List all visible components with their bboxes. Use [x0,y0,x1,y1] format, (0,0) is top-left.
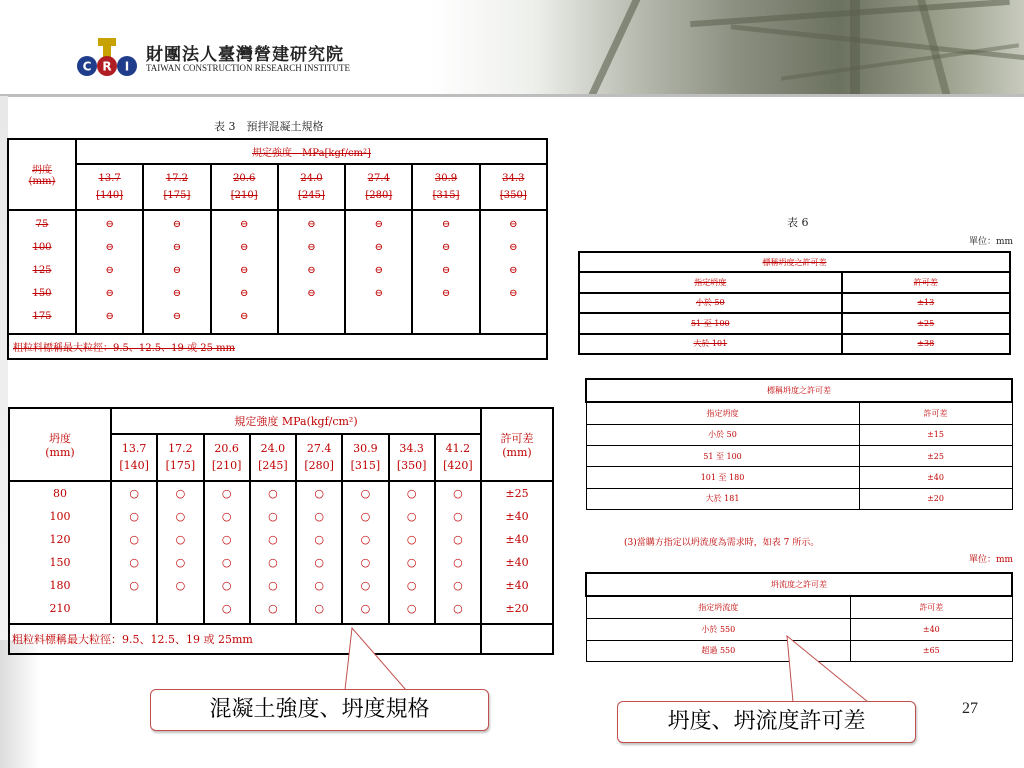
t2-mark: ○ [221,578,232,592]
header-divider [0,94,1024,97]
t2-mark: ○ [129,555,139,569]
t1-mark: ⊖ [374,287,383,299]
t1-mark [346,305,411,328]
t1-mark-col [143,210,210,335]
t1-mark: ⊖ [172,218,182,230]
t2-mark: ○ [314,555,324,569]
t2-mark: ○ [175,555,186,569]
t2-mark: ○ [360,555,371,569]
t2-mark: ○ [314,601,324,615]
logo-letter-c: C [82,59,92,74]
t1-mark: ⊖ [240,264,249,276]
t1-mark: ⊖ [105,264,114,276]
t1-mark: ⊖ [509,287,518,299]
t2-strength-col: 13.7 [140] [111,434,157,480]
t1-mark: ⊖ [240,218,249,230]
t6-cell: ±13 [842,293,1010,313]
t2-mark: ○ [406,578,417,592]
t1-strength-header: 規定強度 MPa[kgf/cm²] [76,139,547,164]
t2-mark: ○ [453,509,463,523]
t1-mark: ⊖ [509,218,518,230]
t2-footer: 粗粒料標稱最大粒徑：9.5、12.5、19 或 25mm [9,624,481,654]
t1-mark: ⊖ [307,287,316,299]
tf-cell: 小於 550 [586,619,851,640]
t1-mark-col [345,210,412,335]
page-number: 27 [962,700,978,717]
t1-mark: ⊖ [240,310,249,322]
t2-strength-col: 34.3 [350] [389,434,435,480]
t1-mark: ⊖ [441,287,451,299]
t2-slump-header: 坍度 (mm) [9,408,111,481]
slump-tolerance-table [585,378,1013,510]
t2-mark: ○ [314,578,324,592]
t1-slump-list [8,210,76,335]
t2-slump-value: 150 [49,555,71,569]
t2-mark: ○ [406,509,417,523]
t2-strength-header: 規定強度 MPa(kgf/cm²) [111,408,481,434]
t6-cell: ±25 [842,313,1010,333]
t1-mark: ⊖ [172,310,182,322]
t2-mark-col [204,481,250,624]
ts-cell: ±20 [859,488,1012,509]
t2-mark: ○ [314,509,324,523]
t2-strength-col: 17.2 [175] [157,434,203,480]
t2-slump-value: 120 [49,532,71,546]
t6-col-header: 許可差 [842,272,1010,292]
tf-cell: ±65 [851,640,1012,661]
t2-mark: ○ [268,486,278,500]
note-text: (3)當購方指定以坍流度為需求時，如表 7 所示。 [624,538,820,548]
t2-mark: ○ [175,486,186,500]
t1-mark: ⊖ [105,218,114,230]
t6-cell: 小於 50 [579,293,842,313]
t2-strength-col: 27.4 [280] [296,434,342,480]
t2-mark [158,597,202,620]
t2-mark: ○ [175,509,186,523]
t2-tolerance-value: ±40 [505,509,529,523]
t2-slump-value: 180 [49,578,71,592]
t1-mark: ⊖ [374,218,383,230]
t2-mark: ○ [406,555,417,569]
t1-slump-header: 坍度 (mm) [8,139,76,210]
t2-slump-value: 210 [49,601,71,615]
t2-mark: ○ [221,532,232,546]
ts-cell: 51 至 100 [586,446,859,467]
t2-mark: ○ [406,601,417,615]
t2-mark: ○ [453,601,463,615]
t2-mark: ○ [221,555,232,569]
t1-mark: ⊖ [105,287,114,299]
t1-mark: ⊖ [172,287,182,299]
flow-tolerance-table [585,572,1013,662]
t2-mark: ○ [221,601,232,615]
t2-mark: ○ [221,509,232,523]
t2-mark-col [389,481,435,624]
table-new-spec [8,407,554,655]
t2-slump-value: 100 [49,509,71,523]
table3-old-spec [7,138,548,360]
t2-tolerance-list [481,481,553,624]
t2-mark-col [157,481,203,624]
org-name-cn: 財團法人臺灣營建研究院 [146,45,344,65]
t2-mark: ○ [453,486,463,500]
tf-cell: 超過 550 [586,640,851,661]
left-callout: 混凝土強度、坍度規格 [150,689,489,731]
t2-mark: ○ [175,532,186,546]
t2-mark-col [342,481,388,624]
t1-footer: 粗粒料標稱最大粒徑：9.5、12.5、19 或 25 mm [8,334,547,359]
t6-cell: ±38 [842,334,1010,354]
t1-strength-col: 13.7 [140] [76,164,143,210]
t1-strength-col: 24.0 [245] [278,164,345,210]
t2-tolerance-value: ±40 [505,532,529,546]
t1-mark-col [76,210,143,335]
t6-cell: 51 至 100 [579,313,842,333]
t2-mark: ○ [360,509,371,523]
t2-strength-col: 24.0 [245] [250,434,296,480]
t1-mark [413,305,478,328]
t2-tolerance-header: 許可差 (mm) [481,408,553,481]
ts-cell: 101 至 180 [586,467,859,488]
t1-mark: ⊖ [374,264,383,276]
t2-mark: ○ [453,532,463,546]
t2-mark: ○ [360,532,371,546]
table6-old-tolerance [578,251,1011,355]
t2-mark: ○ [268,578,278,592]
t1-slump-value: 75 [35,218,49,230]
table6-unit: 單位：mm [969,237,1014,247]
tf-title: 坍流度之許可差 [586,573,1012,596]
t1-strength-col: 34.3 [350] [480,164,547,210]
t1-strength-col: 27.4 [280] [345,164,412,210]
t2-mark: ○ [221,486,232,500]
org-name-en: TAIWAN CONSTRUCTION RESEARCH INSTITUTE [146,63,351,73]
t2-tolerance-value: ±25 [505,486,529,500]
t2-mark: ○ [129,486,139,500]
t2-strength-col: 41.2 [420] [435,434,481,480]
t2-mark: ○ [268,601,278,615]
t1-mark-col [480,210,547,335]
t2-mark: ○ [129,532,139,546]
t1-mark: ⊖ [105,241,114,253]
t1-slump-value: 175 [32,310,52,322]
t2-strength-col: 20.6 [210] [204,434,250,480]
t1-mark: ⊖ [105,310,114,322]
ts-cell: ±15 [859,424,1012,445]
t2-mark-col [435,481,481,624]
t2-mark: ○ [406,486,417,500]
t1-slump-value: 125 [32,264,52,276]
t1-mark: ⊖ [307,218,316,230]
t2-mark: ○ [268,532,278,546]
left-decoration-bottom [0,640,40,768]
logo-letter-i: I [124,59,130,74]
ts-col-header: 指定坍度 [586,402,859,424]
t2-mark: ○ [268,509,278,523]
t2-tolerance-value: ±20 [505,601,529,615]
ts-cell: ±25 [859,446,1012,467]
right-callout: 坍度、坍流度許可差 [617,701,916,743]
t2-mark: ○ [406,532,417,546]
cri-logo-icon [76,36,138,80]
t2-mark: ○ [129,578,139,592]
table3-caption: 表 3 預拌混凝土規格 [214,120,324,133]
t2-mark: ○ [175,578,186,592]
t2-mark: ○ [268,555,278,569]
t2-mark: ○ [453,578,463,592]
t1-mark: ⊖ [441,241,451,253]
tf-col-header: 指定坍流度 [586,596,851,618]
ts-cell: 大於 181 [586,488,859,509]
unit-label: 單位：mm [969,555,1014,565]
t1-strength-col: 30.9 [315] [412,164,479,210]
t2-mark: ○ [360,601,371,615]
t1-strength-col: 17.2 [175] [143,164,210,210]
t1-mark: ⊖ [240,241,249,253]
t2-slump-list [9,481,111,624]
t2-tolerance-value: ±40 [505,578,529,592]
t1-mark: ⊖ [172,264,182,276]
t1-mark: ⊖ [307,264,316,276]
ts-cell: 小於 50 [586,424,859,445]
t1-strength-col: 20.6 [210] [211,164,278,210]
t1-slump-value: 100 [32,241,52,253]
t2-mark: ○ [314,486,324,500]
t1-mark [279,305,344,328]
construction-photo [430,0,1024,96]
t1-mark [481,305,546,328]
t2-mark: ○ [453,555,463,569]
t1-mark-col [278,210,345,335]
t2-mark-col [296,481,342,624]
t2-mark: ○ [129,509,139,523]
t1-mark-col [211,210,278,335]
t1-mark: ⊖ [374,241,383,253]
ts-title: 標稱坍度之許可差 [586,379,1012,402]
t2-mark [112,597,156,620]
logo-letter-r: R [102,59,112,74]
t1-mark: ⊖ [307,241,316,253]
t2-mark: ○ [360,486,371,500]
ts-col-header: 許可差 [859,402,1012,424]
t6-col-header: 指定坍度 [579,272,842,292]
tf-cell: ±40 [851,619,1012,640]
t1-mark: ⊖ [441,218,451,230]
t2-mark-col [111,481,157,624]
t6-cell: 大於 101 [579,334,842,354]
t1-slump-value: 150 [32,287,52,299]
t2-strength-col: 30.9 [315] [342,434,388,480]
t1-mark: ⊖ [172,241,182,253]
t1-mark: ⊖ [509,264,518,276]
t1-mark: ⊖ [441,264,451,276]
t1-mark: ⊖ [509,241,518,253]
t2-mark: ○ [314,532,324,546]
t2-mark-col [250,481,296,624]
t2-mark: ○ [360,578,371,592]
ts-cell: ±40 [859,467,1012,488]
t2-slump-value: 80 [53,486,67,500]
table6-caption: 表 6 [787,216,809,229]
tf-col-header: 許可差 [851,596,1012,618]
t2-tolerance-value: ±40 [505,555,529,569]
t1-mark-col [412,210,479,335]
t2-footer-blank [481,624,553,654]
t1-mark: ⊖ [240,287,249,299]
t6-title: 標稱坍度之許可差 [579,252,1010,272]
